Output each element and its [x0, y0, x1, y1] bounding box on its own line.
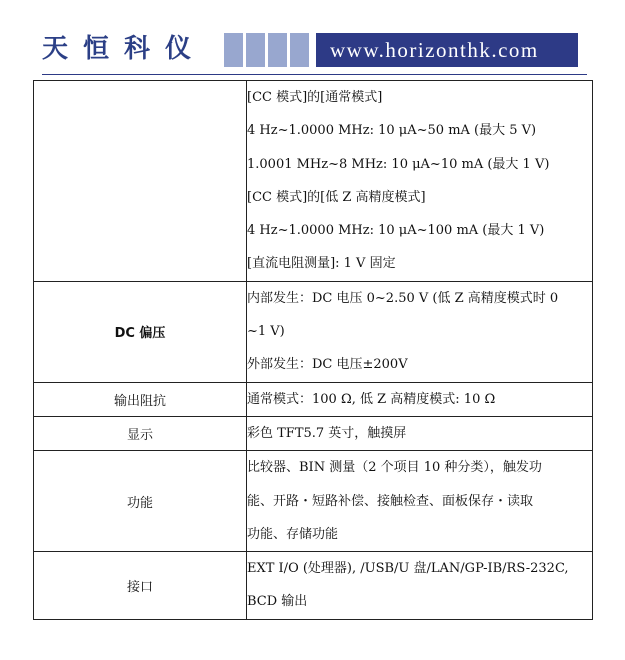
row-label: 显示	[34, 416, 247, 450]
decor-block	[224, 33, 243, 67]
value-line: 比较器、BIN 测量（2 个项目 10 种分类），触发功	[247, 460, 542, 476]
table-row	[34, 81, 593, 282]
value-line: [CC 模式]的[低 Z 高精度模式]	[247, 189, 426, 205]
decor-block	[246, 33, 265, 67]
value-line: BCD 输出	[247, 594, 308, 610]
row-label: DC 偏压	[34, 281, 247, 382]
row-label: 接口	[34, 552, 247, 620]
brand-name: 天恒科仪	[42, 34, 207, 64]
header-rule	[42, 74, 587, 75]
table-row	[34, 281, 593, 382]
decor-block	[268, 33, 287, 67]
table-row	[34, 552, 593, 620]
row-value	[247, 281, 593, 382]
value-line: 外部发生：DC 电压±200V	[247, 357, 408, 373]
row-value	[247, 416, 593, 450]
row-label	[34, 81, 247, 282]
table-row	[34, 416, 593, 450]
value-line: 通常模式：100 Ω, 低 Z 高精度模式: 10 Ω	[247, 391, 496, 407]
value-line: 内部发生：DC 电压 0~2.50 V (低 Z 高精度模式时 0	[247, 290, 559, 306]
row-value	[247, 451, 593, 552]
value-line: 功能、存储功能	[247, 526, 339, 542]
row-label: 输出阻抗	[34, 382, 247, 416]
decor-block	[290, 33, 309, 67]
value-line: [直流电阻测量]: 1 V 固定	[247, 256, 396, 272]
table-row	[34, 382, 593, 416]
row-value	[247, 552, 593, 620]
value-line: 1.0001 MHz~8 MHz: 10 μA~10 mA (最大 1 V)	[247, 156, 550, 172]
value-line: EXT I/O (处理器), /USB/U 盘/LAN/GP-IB/RS-232C,	[247, 561, 569, 577]
value-line: 4 Hz~1.0000 MHz: 10 μA~100 mA (最大 1 V)	[247, 223, 545, 239]
value-line: ~1 V)	[247, 324, 285, 340]
page-header	[0, 0, 625, 80]
value-line: 4 Hz~1.0000 MHz: 10 μA~50 mA (最大 5 V)	[247, 123, 537, 139]
spec-table	[33, 80, 593, 620]
website-url: www.horizonthk.com	[330, 38, 539, 62]
row-value	[247, 81, 593, 282]
row-value	[247, 382, 593, 416]
row-label: 功能	[34, 451, 247, 552]
value-line: 彩色 TFT5.7 英寸，触摸屏	[247, 425, 407, 441]
table-row	[34, 451, 593, 552]
value-line: [CC 模式]的[通常模式]	[247, 90, 383, 105]
value-line: 能、开路・短路补偿、接触检查、面板保存・读取	[247, 493, 534, 509]
